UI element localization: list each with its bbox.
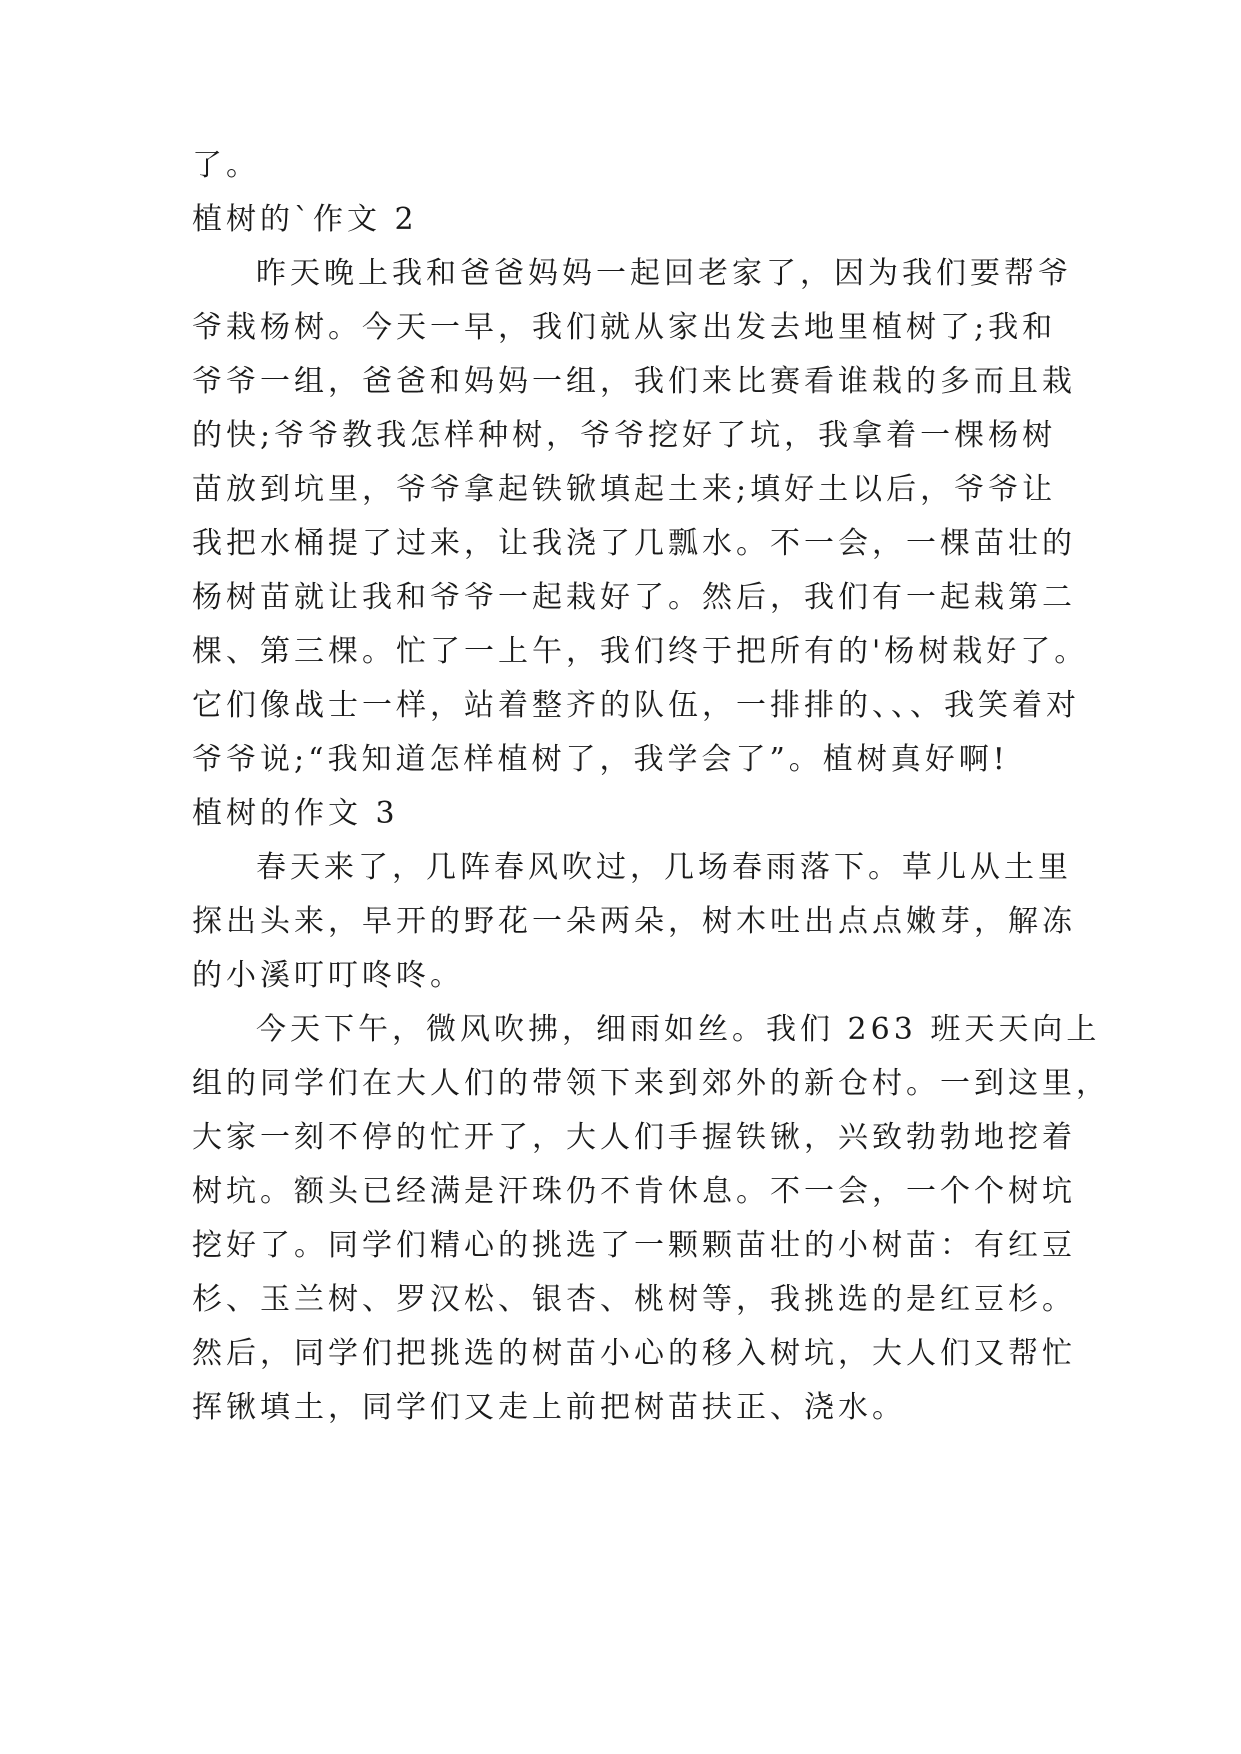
essay-2-line-4: 的快;爷爷教我怎样种树，爷爷挖好了坑，我拿着一棵杨树 <box>192 418 1057 453</box>
essay-2-line-10: 爷爷说;“我知道怎样植树了，我学会了”。植树真好啊! <box>192 742 1009 777</box>
essay-3-p1-line-1: 春天来了，几阵春风吹过，几场春雨落下。草儿从土里 <box>256 850 1072 885</box>
essay-3-p2-line-7: 然后，同学们把挑选的树苗小心的移入树坑，大人们又帮忙 <box>192 1336 1076 1371</box>
essay-2-line-7: 杨树苗就让我和爷爷一起栽好了。然后，我们有一起栽第二 <box>192 580 1076 615</box>
essay-3-p2-line-4: 树坑。额头已经满是汗珠仍不肯休息。不一会，一个个树坑 <box>192 1174 1076 1209</box>
paragraph-continuation-line: 了。 <box>192 148 260 183</box>
essay-3-p2-line-5: 挖好了。同学们精心的挑选了一颗颗苗壮的小树苗：有红豆 <box>192 1228 1076 1263</box>
essay-3-p2-line-6: 杉、玉兰树、罗汉松、银杏、桃树等，我挑选的是红豆杉。 <box>192 1282 1076 1317</box>
essay-2-line-5: 苗放到坑里，爷爷拿起铁锨填起土来;填好土以后，爷爷让 <box>192 472 1057 507</box>
essay-3-p1-line-2: 探出头来，早开的野花一朵两朵，树木吐出点点嫩芽，解冻 <box>192 904 1076 939</box>
essay-2-line-3: 爷爷一组，爸爸和妈妈一组，我们来比赛看谁栽的多而且栽 <box>192 364 1076 399</box>
essay-2-line-2: 爷栽杨树。今天一早，我们就从家出发去地里植树了;我和 <box>192 310 1057 345</box>
essay-3-p2-line-1: 今天下午，微风吹拂，细雨如丝。我们 263 班天天向上 <box>256 1012 1101 1047</box>
essay-2-line-1: 昨天晚上我和爸爸妈妈一起回老家了，因为我们要帮爷 <box>256 256 1072 291</box>
section-heading-essay-3: 植树的作文 3 <box>192 796 399 831</box>
essay-2-line-6: 我把水桶提了过来，让我浇了几瓢水。不一会，一棵苗壮的 <box>192 526 1076 561</box>
essay-2-line-8: 棵、第三棵。忙了一上午，我们终于把所有的'杨树栽好了。 <box>192 634 1089 669</box>
section-heading-essay-2: 植树的`作文 2 <box>192 202 418 237</box>
essay-3-p2-line-3: 大家一刻不停的忙开了，大人们手握铁锹，兴致勃勃地挖着 <box>192 1120 1076 1155</box>
essay-3-p1-line-3: 的小溪叮叮咚咚。 <box>192 958 464 993</box>
essay-3-p2-line-2: 组的同学们在大人们的带领下来到郊外的新仓村。一到这里， <box>192 1066 1110 1101</box>
essay-3-p2-line-8: 挥锹填土，同学们又走上前把树苗扶正、浇水。 <box>192 1390 906 1425</box>
essay-2-line-9: 它们像战士一样，站着整齐的队伍，一排排的、、、我笑着对 <box>192 688 1080 723</box>
